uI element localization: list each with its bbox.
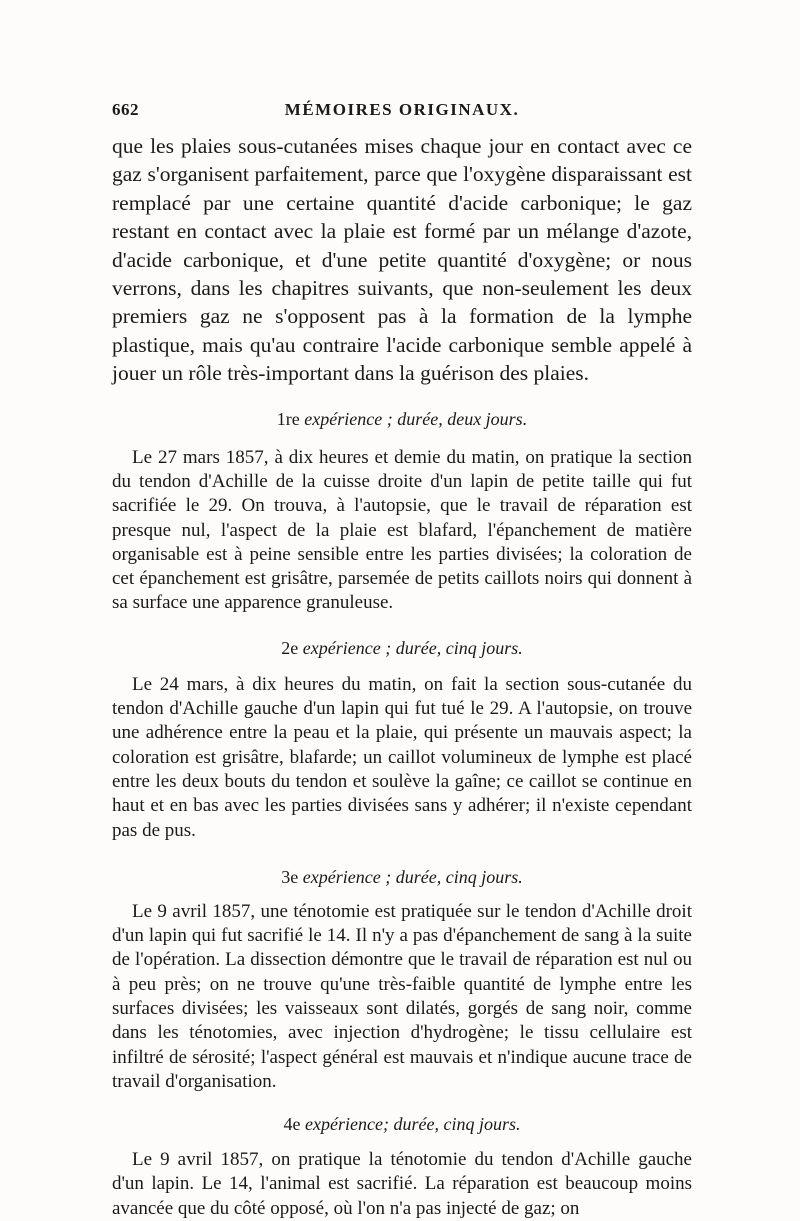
experiment-1 [112,409,692,616]
experiment-title: expérience; durée, cinq jours. [305,1114,521,1135]
experiment-text: Le 9 avril 1857, on pratique la ténotomie du tendon d'Achille gauche d'un lapin. Le 14, l'animal est sacrifié. La réparation est beaucoup moins avancée que du côté opposé, où l'on n'a pas injecté de gaz; on [112,1149,692,1219]
experiment-text: Le 9 avril 1857, une ténotomie est pratiquée sur le tendon d'Achille droit d'un lapin qui fut sacrifié le 14. Il n'y a pas d'épanchement de sang à la suite de l'opération. La dissection démontre que le travail de réparation est nul ou à peu près; on ne trouve qu'une très-faible quantité de lymphe entre les surfaces divisées; les vaisseaux sont dilatés, gorgés de sang noir, comme dans les ténotomies, avec injection d'hydrogène; le tissu cellulaire est infiltré de sérosité; l'aspect général est mauvais et n'indique aucune trace de travail d'organisation. [112,900,692,1092]
experiment-title: expérience ; durée, cinq jours. [302,866,523,887]
experiment-3 [112,867,692,1094]
experiment-4 [112,1114,692,1221]
experiment-title: expérience ; durée, cinq jours. [302,637,523,658]
intro-paragraph: que les plaies sous-cutanées mises chaque jour en contact avec ce gaz s'organisent parfaitement, parce que l'oxygène disparaissant est remplacé par une certaine quantité d'acide carbonique; le gaz restant en contact avec la plaie est formé par un mélange d'azote, d'acide carbonique, et d'une petite quantité d'oxygène; or nous verrons, dans les chapitres suivants, que non-seulement les deux premiers gaz ne s'opposent pas à la formation de la lymphe plastique, mais qu'au contraire l'acide carbonique semble appelé à jouer un rôle très-important dans la guérison des plaies. [112,134,692,386]
experiment-heading [112,1114,692,1135]
experiment-number: 3e [281,866,299,887]
page-number: 662 [112,100,139,119]
running-title: MÉMOIRES ORIGINAUX. [284,100,520,119]
experiment-heading [112,867,692,888]
experiment-number: 4e [283,1114,301,1135]
experiment-text: Le 24 mars, à dix heures du matin, on fait la section sous-cutanée du tendon d'Achille gauche d'un lapin qui fut tué le 29. A l'autopsie, on trouve une adhérence entre la peau et la plaie, qui présente un mauvais aspect; la coloration est grisâtre, blafarde; un caillot volumineux de lymphe est placé entre les deux bouts du tendon et soulève la gaîne; ce caillot se continue en haut et en bas avec les parties divisées sans y adhérer; il n'existe cependant pas de pus. [112,673,692,841]
running-head [112,100,692,126]
experiment-number: 2e [281,637,299,658]
experiment-heading [112,409,692,430]
experiment-title: expérience ; durée, deux jours. [304,408,528,429]
experiment-number: 1re [276,408,300,429]
experiment-heading [112,638,692,659]
experiment-2 [112,638,692,843]
experiment-text: Le 27 mars 1857, à dix heures et demie du matin, on pratique la section du tendon d'Achille de la cuisse droite d'un lapin de petite taille qui fut sacrifiée le 29. On trouva, à l'autopsie, que le travail de réparation est presque nul, l'aspect de la plaie est blafard, l'épanchement de matière organisable est à peine sensible entre les parties divisées; la coloration de cet épanchement est grisâtre, parsemée de petits caillots noirs qui donnent à sa surface une apparence granuleuse. [112,446,692,614]
